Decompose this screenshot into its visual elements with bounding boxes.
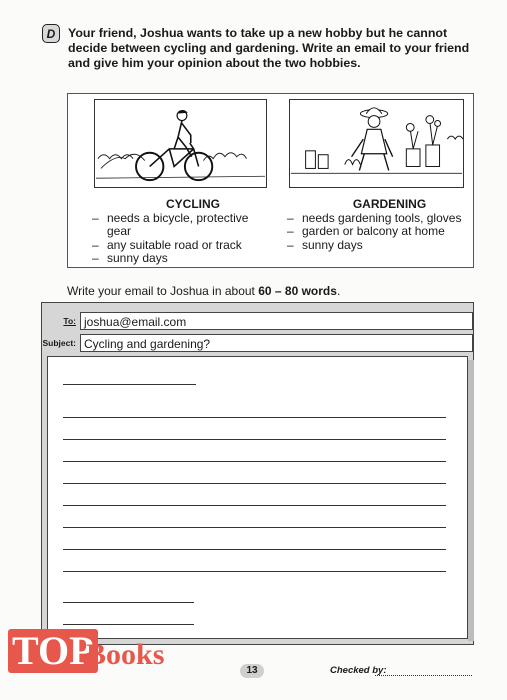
cycling-illustration [94,99,267,188]
checked-by-label: Checked by: [330,665,387,676]
prompt-text: Write your email to Joshua in about [67,284,259,298]
cycling-details [92,198,272,266]
dash-icon: – [92,210,99,225]
writing-line [63,602,194,603]
writing-line [63,483,446,484]
email-body-area[interactable] [47,356,468,639]
list-item [287,225,472,239]
logo-top-text: TOP [8,629,98,673]
hobby-comparison-box [67,93,474,268]
hobby-point: sunny days [107,251,168,265]
word-count-prompt [67,284,340,298]
to-label: To: [63,316,76,326]
gardening-details [287,198,472,252]
hobby-title: CYCLING [166,197,220,211]
subject-row [42,334,473,352]
subject-label: Subject: [42,338,76,348]
gardener-drawing [290,100,463,187]
dash-icon: – [287,210,294,225]
writing-line [63,527,446,528]
list-item [92,212,272,239]
writing-line [63,461,446,462]
writing-line [63,384,196,385]
prompt-end: . [336,284,341,298]
hobby-title: GARDENING [352,197,427,211]
list-item [287,239,472,253]
to-row [42,312,473,330]
hobby-point: needs gardening tools, gloves [302,210,462,225]
word-range: 60 – 80 words [258,284,337,298]
hobby-point: sunny days [302,237,363,252]
writing-line [63,439,446,440]
cyclist-drawing [95,100,266,187]
subject-field[interactable]: Cycling and gardening? [80,334,473,352]
body-shadow [468,360,474,641]
section-badge: D [42,24,60,43]
hobby-point: garden or balcony at home [302,224,445,238]
email-form [41,302,474,645]
hobby-point: any suitable road or track [107,237,242,252]
dash-icon: – [287,224,294,238]
writing-line [63,571,446,572]
page-number: 13 [240,664,264,678]
writing-line [63,417,446,418]
list-item [92,252,272,266]
dash-icon: – [92,251,99,265]
to-field[interactable]: joshua@email.com [80,312,473,330]
checked-by-line [375,675,472,676]
dash-icon: – [92,237,99,252]
gardening-illustration [289,99,464,188]
list-item [287,212,472,226]
hobby-point: needs a bicycle, protective gear [107,210,249,238]
writing-line [63,505,446,506]
logo-books-text: Books [86,638,165,671]
dash-icon: – [287,237,294,252]
writing-line [63,549,446,550]
question-instructions: Your friend, Joshua wants to take up a new hobby but he cannot decide between cycling and gardening. Write an email to your friend and give him your opinion about the two hobbies. [68,26,470,70]
list-item [92,239,272,253]
topbooks-logo [0,624,200,700]
